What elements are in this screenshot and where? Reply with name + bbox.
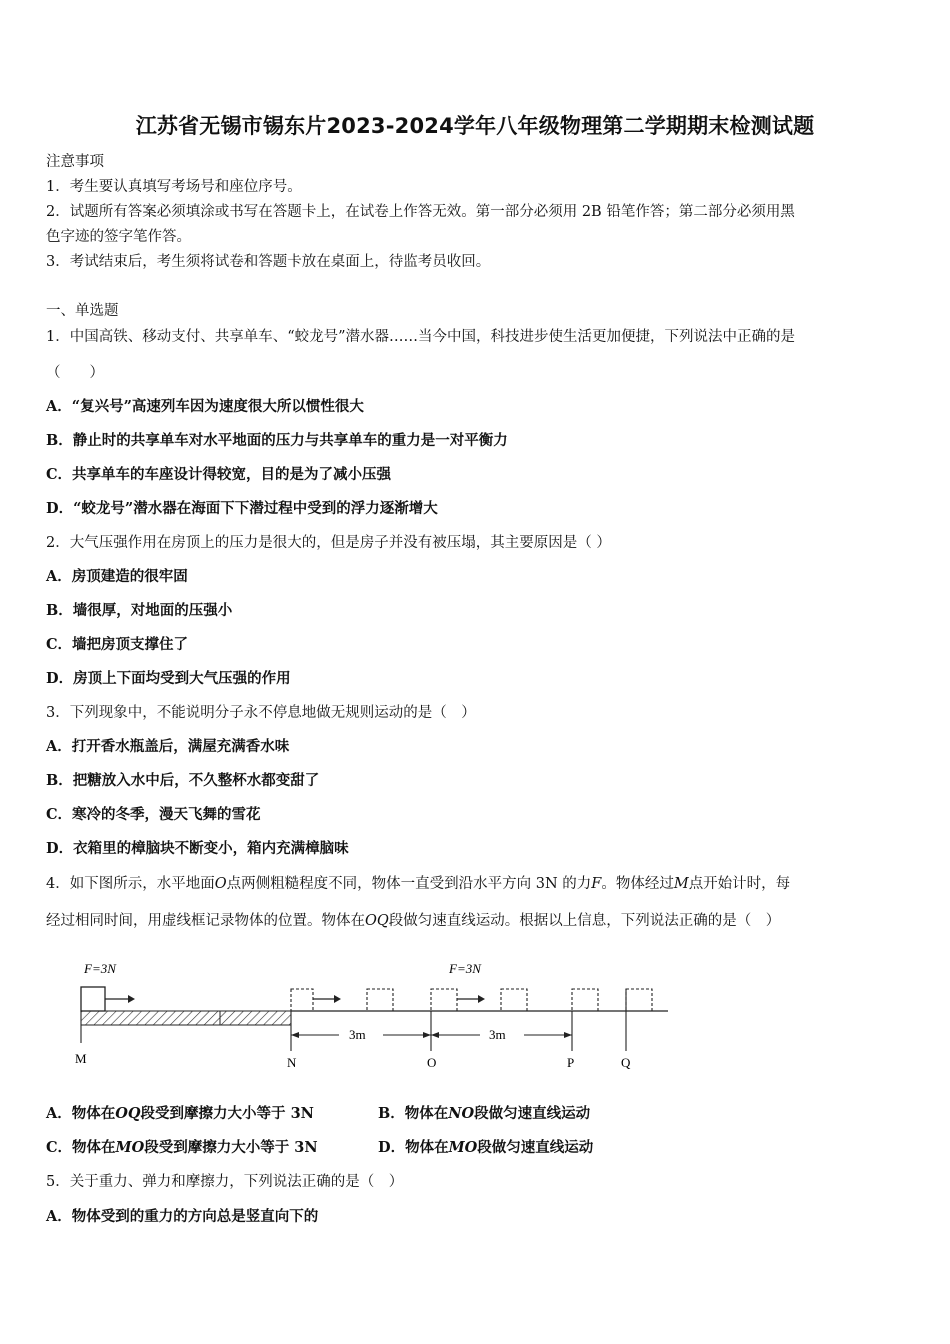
dashed-block-2 — [367, 989, 393, 1011]
q2-option-d: D．房顶上下面均受到大气压强的作用 — [46, 670, 291, 687]
q4-option-b: B．物体在NO段做匀速直线运动 — [378, 1105, 591, 1122]
force-label-right: F=3N — [449, 961, 481, 976]
q2-stem: 2．大气压强作用在房顶上的压力是很大的，但是房子并没有被压塌，其主要原因是（ ） — [46, 535, 611, 551]
q1-option-b: B．静止时的共享单车对水平地面的压力与共享单车的重力是一对平衡力 — [46, 432, 508, 449]
point-q: Q — [621, 1055, 631, 1070]
q3-option-d: D．衣箱里的樟脑块不断变小，箱内充满樟脑味 — [46, 840, 349, 857]
notice-item-2: 2．试题所有答案必须填涂或书写在答题卡上，在试卷上作答无效。第一部分必须用 2B 铅笔作答；第二部分必须用黑 — [46, 204, 795, 220]
q1-option-d: D．“蛟龙号”潜水器在海面下下潜过程中受到的浮力逐渐增大 — [46, 500, 438, 517]
q1-stem-paren: （ ） — [46, 365, 104, 381]
q4-stem-cont: 经过相同时间，用虚线框记录物体的位置。物体在OQ段做匀速直线运动。根据以上信息，下列说法正确的是（ ） — [46, 913, 781, 929]
dashed-block-p — [572, 989, 598, 1011]
q3-option-a: A．打开香水瓶盖后，满屋充满香水味 — [46, 738, 290, 755]
point-o: O — [427, 1055, 437, 1070]
q3-stem: 3．下列现象中，不能说明分子永不停息地做无规则运动的是（ ） — [46, 705, 476, 721]
q3-option-b: B．把糖放入水中后，不久整杯水都变甜了 — [46, 772, 320, 789]
distance-label-op: 3m — [489, 1027, 506, 1042]
distance-label-no: 3m — [349, 1027, 366, 1042]
notice-heading: 注意事项 — [46, 154, 104, 170]
notice-item-1: 1．考生要认真填写考场号和座位序号。 — [46, 179, 302, 195]
notice-item-2-cont: 色字迹的签字笔作答。 — [46, 229, 191, 245]
q5-stem: 5．关于重力、弹力和摩擦力，下列说法正确的是（ ） — [46, 1174, 404, 1190]
point-m: M — [75, 1051, 87, 1066]
q4-option-a: A．物体在OQ段受到摩擦力大小等于 3N — [46, 1105, 314, 1122]
section-heading: 一、单选题 — [46, 303, 119, 319]
q4-figure — [70, 955, 680, 1075]
force-label-left: F=3N — [84, 961, 116, 976]
q2-option-a: A．房顶建造的很牢固 — [46, 568, 188, 585]
q1-option-a: A．“复兴号”高速列车因为速度很大所以惯性很大 — [46, 398, 364, 415]
notice-item-3: 3．考试结束后，考生须将试卷和答题卡放在桌面上，待监考员收回。 — [46, 254, 491, 270]
q2-option-b: B．墙很厚，对地面的压强小 — [46, 602, 233, 619]
dashed-block-4 — [501, 989, 527, 1011]
dashed-block-o — [431, 989, 457, 1011]
q5-option-a: A．物体受到的重力的方向总是竖直向下的 — [46, 1208, 319, 1225]
dashed-block-q — [626, 989, 652, 1011]
q4-stem: 4．如下图所示，水平地面O点两侧粗糙程度不同，物体一直受到沿水平方向 3N 的力F。物体经过M点开始计时，每 — [46, 876, 791, 892]
q4-option-d: D．物体在MO段做匀速直线运动 — [378, 1139, 594, 1156]
q1-option-c: C．共享单车的车座设计得较宽，目的是为了减小压强 — [46, 466, 392, 483]
q1-stem: 1．中国高铁、移动支付、共享单车、“蛟龙号”潜水器……当今中国，科技进步使生活更加便捷，下列说法中正确的是 — [46, 329, 796, 345]
q2-option-c: C．墙把房顶支撑住了 — [46, 636, 189, 653]
q3-option-c: C．寒冷的冬季，漫天飞舞的雪花 — [46, 806, 261, 823]
point-p: P — [567, 1055, 575, 1070]
point-n: N — [287, 1055, 297, 1070]
block-solid — [81, 987, 105, 1011]
q4-option-c: C．物体在MO段受到摩擦力大小等于 3N — [46, 1139, 318, 1156]
rough-ground — [81, 1011, 291, 1025]
dashed-block-n — [291, 989, 313, 1011]
page-title: 江苏省无锡市锡东片2023-2024学年八年级物理第二学期期末检测试题 — [135, 114, 815, 138]
